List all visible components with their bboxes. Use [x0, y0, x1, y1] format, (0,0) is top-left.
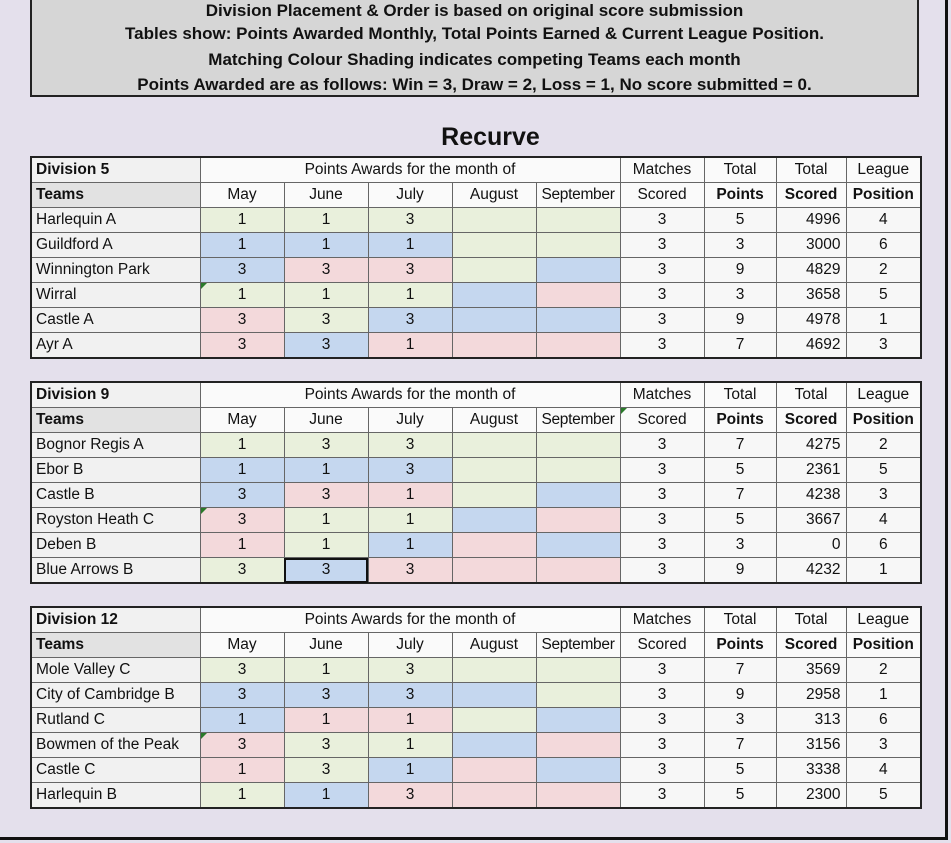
month-points-cell [536, 758, 620, 783]
matches-scored-cell: 3 [620, 708, 704, 733]
month-points-cell [536, 708, 620, 733]
month-points-cell [452, 558, 536, 584]
month-points-cell: 1 [284, 208, 368, 233]
month-header: August [452, 408, 536, 433]
matches-scored-cell: 3 [620, 733, 704, 758]
scored-header: Scored [620, 408, 704, 433]
month-points-cell [536, 533, 620, 558]
month-points-cell: 3 [200, 658, 284, 683]
team-name: Bowmen of the Peak [31, 733, 200, 758]
total-points-cell: 3 [704, 283, 776, 308]
league-header: League [846, 607, 921, 633]
month-points-cell: 1 [368, 233, 452, 258]
league-position-cell: 5 [846, 283, 921, 308]
division-table [30, 381, 922, 584]
matches-scored-cell: 3 [620, 433, 704, 458]
month-points-cell: 1 [200, 708, 284, 733]
team-name: Mole Valley C [31, 658, 200, 683]
month-header: June [284, 633, 368, 658]
matches-scored-cell: 3 [620, 208, 704, 233]
league-position-cell: 3 [846, 333, 921, 359]
total-header: Total [704, 157, 776, 183]
month-points-cell: 1 [368, 733, 452, 758]
table-row [31, 708, 921, 733]
table-row [31, 233, 921, 258]
points-header: Points [704, 633, 776, 658]
total-scored-cell: 4232 [776, 558, 846, 584]
month-points-cell: 1 [200, 233, 284, 258]
month-points-cell: 3 [368, 258, 452, 283]
month-points-cell [452, 683, 536, 708]
total-header: Total [704, 607, 776, 633]
month-points-cell: 3 [284, 483, 368, 508]
league-position-cell: 5 [846, 458, 921, 483]
header-row [31, 633, 921, 658]
league-header: League [846, 157, 921, 183]
league-position-cell: 4 [846, 208, 921, 233]
matches-scored-cell: 3 [620, 258, 704, 283]
team-name: Rutland C [31, 708, 200, 733]
month-header: May [200, 183, 284, 208]
league-position-cell: 2 [846, 433, 921, 458]
month-points-cell: 3 [284, 733, 368, 758]
table-row [31, 683, 921, 708]
table-row [31, 333, 921, 359]
month-points-cell: 1 [200, 533, 284, 558]
league-position-cell: 1 [846, 308, 921, 333]
month-points-cell: 1 [284, 783, 368, 809]
team-name: Castle B [31, 483, 200, 508]
total-scored-cell: 3569 [776, 658, 846, 683]
total-points-cell: 5 [704, 208, 776, 233]
league-position-cell: 3 [846, 733, 921, 758]
month-points-cell [536, 683, 620, 708]
matches-scored-cell: 3 [620, 283, 704, 308]
month-points-cell: 3 [368, 683, 452, 708]
info-line: Tables show: Points Awarded Monthly, Total Points Earned & Current League Position. [125, 24, 824, 43]
table-row [31, 308, 921, 333]
total-points-cell: 7 [704, 658, 776, 683]
team-name: Royston Heath C [31, 508, 200, 533]
month-points-cell [536, 258, 620, 283]
total-scored-cell: 4978 [776, 308, 846, 333]
total-points-cell: 7 [704, 333, 776, 359]
team-name: City of Cambridge B [31, 683, 200, 708]
league-position-cell: 2 [846, 258, 921, 283]
matches-scored-cell: 3 [620, 333, 704, 359]
division-table [30, 156, 922, 359]
total-points-cell: 9 [704, 258, 776, 283]
month-points-cell: 1 [368, 283, 452, 308]
month-points-cell [452, 783, 536, 809]
month-points-cell [452, 308, 536, 333]
month-points-cell [536, 433, 620, 458]
scored-header: Scored [776, 408, 846, 433]
month-header: September [536, 633, 620, 658]
month-points-cell: 3 [200, 258, 284, 283]
total-scored-cell: 3667 [776, 508, 846, 533]
total-scored-cell: 2958 [776, 683, 846, 708]
total-scored-cell: 3338 [776, 758, 846, 783]
position-header: Position [846, 633, 921, 658]
month-points-cell [536, 208, 620, 233]
month-points-cell: 3 [368, 458, 452, 483]
month-points-cell [452, 483, 536, 508]
month-points-cell: 1 [368, 508, 452, 533]
month-points-cell: 3 [200, 333, 284, 359]
matches-scored-cell: 3 [620, 758, 704, 783]
table-row [31, 208, 921, 233]
month-points-cell [536, 483, 620, 508]
total-points-cell: 5 [704, 508, 776, 533]
league-position-cell: 6 [846, 708, 921, 733]
month-header: September [536, 408, 620, 433]
total-scored-cell: 4692 [776, 333, 846, 359]
team-name: Castle C [31, 758, 200, 783]
header-row [31, 157, 921, 183]
table-row [31, 483, 921, 508]
month-points-cell: 3 [284, 683, 368, 708]
table-row [31, 783, 921, 809]
team-name: Deben B [31, 533, 200, 558]
month-points-cell: 3 [284, 558, 368, 584]
month-points-cell: 1 [200, 283, 284, 308]
points-awards-header: Points Awards for the month of [200, 382, 620, 408]
total-scored-cell: 4275 [776, 433, 846, 458]
table-row [31, 258, 921, 283]
league-position-cell: 4 [846, 758, 921, 783]
month-points-cell: 1 [200, 208, 284, 233]
month-points-cell: 3 [200, 508, 284, 533]
matches-scored-cell: 3 [620, 458, 704, 483]
month-points-cell: 1 [368, 533, 452, 558]
month-points-cell: 3 [284, 258, 368, 283]
table-row [31, 558, 921, 584]
league-position-cell: 2 [846, 658, 921, 683]
month-points-cell [452, 458, 536, 483]
team-name: Harlequin B [31, 783, 200, 809]
month-points-cell: 3 [284, 433, 368, 458]
matches-scored-cell: 3 [620, 308, 704, 333]
division-table [30, 606, 922, 809]
league-position-cell: 6 [846, 233, 921, 258]
month-points-cell: 3 [368, 558, 452, 584]
total-points-cell: 7 [704, 733, 776, 758]
month-points-cell: 1 [284, 283, 368, 308]
month-points-cell [452, 533, 536, 558]
matches-scored-cell: 3 [620, 683, 704, 708]
scored-header: Scored [776, 633, 846, 658]
team-name: Harlequin A [31, 208, 200, 233]
total-header: Total [776, 382, 846, 408]
month-points-cell: 3 [368, 208, 452, 233]
position-header: Position [846, 183, 921, 208]
table-row [31, 458, 921, 483]
month-header: August [452, 633, 536, 658]
month-points-cell [536, 558, 620, 584]
total-header: Total [704, 382, 776, 408]
month-points-cell [452, 708, 536, 733]
month-points-cell [452, 233, 536, 258]
matches-header: Matches [620, 607, 704, 633]
month-header: June [284, 408, 368, 433]
month-points-cell [536, 733, 620, 758]
matches-scored-cell: 3 [620, 533, 704, 558]
points-header: Points [704, 408, 776, 433]
month-points-cell: 1 [368, 758, 452, 783]
month-header: June [284, 183, 368, 208]
header-row [31, 382, 921, 408]
total-points-cell: 9 [704, 683, 776, 708]
month-points-cell [452, 733, 536, 758]
total-scored-cell: 3658 [776, 283, 846, 308]
total-scored-cell: 4996 [776, 208, 846, 233]
scored-header: Scored [776, 183, 846, 208]
table-row [31, 433, 921, 458]
month-points-cell [536, 233, 620, 258]
month-points-cell: 3 [368, 308, 452, 333]
header-row [31, 408, 921, 433]
total-scored-cell: 2361 [776, 458, 846, 483]
total-scored-cell: 4238 [776, 483, 846, 508]
month-points-cell: 1 [368, 483, 452, 508]
month-points-cell [452, 333, 536, 359]
team-name: Ebor B [31, 458, 200, 483]
total-points-cell: 5 [704, 458, 776, 483]
section-title: Recurve [441, 123, 540, 151]
total-points-cell: 3 [704, 708, 776, 733]
month-points-cell [536, 783, 620, 809]
teams-header: Teams [31, 183, 200, 208]
team-name: Castle A [31, 308, 200, 333]
month-points-cell [452, 258, 536, 283]
total-scored-cell: 2300 [776, 783, 846, 809]
header-row [31, 607, 921, 633]
month-header: July [368, 408, 452, 433]
total-points-cell: 5 [704, 783, 776, 809]
info-header [30, 0, 919, 97]
matches-scored-cell: 3 [620, 508, 704, 533]
total-scored-cell: 313 [776, 708, 846, 733]
teams-header: Teams [31, 408, 200, 433]
month-points-cell: 3 [284, 333, 368, 359]
total-points-cell: 9 [704, 558, 776, 584]
matches-scored-cell: 3 [620, 483, 704, 508]
matches-scored-cell: 3 [620, 783, 704, 809]
month-points-cell: 1 [200, 758, 284, 783]
teams-header: Teams [31, 633, 200, 658]
league-position-cell: 4 [846, 508, 921, 533]
month-points-cell: 3 [200, 558, 284, 584]
month-points-cell [536, 333, 620, 359]
month-points-cell [536, 658, 620, 683]
total-points-cell: 7 [704, 483, 776, 508]
matches-scored-cell: 3 [620, 658, 704, 683]
month-points-cell: 3 [200, 733, 284, 758]
table-row [31, 508, 921, 533]
info-line: Points Awarded are as follows: Win = 3, Draw = 2, Loss = 1, No score submitted = 0. [137, 75, 812, 94]
matches-header: Matches [620, 382, 704, 408]
month-points-cell: 1 [284, 708, 368, 733]
team-name: Wirral [31, 283, 200, 308]
month-points-cell: 1 [200, 433, 284, 458]
total-header: Total [776, 607, 846, 633]
total-points-cell: 7 [704, 433, 776, 458]
month-points-cell: 1 [200, 783, 284, 809]
team-name: Blue Arrows B [31, 558, 200, 584]
league-header: League [846, 382, 921, 408]
month-points-cell [536, 508, 620, 533]
league-position-cell: 5 [846, 783, 921, 809]
info-line: Matching Colour Shading indicates competing Teams each month [208, 49, 741, 69]
month-points-cell [536, 283, 620, 308]
month-header: September [536, 183, 620, 208]
total-points-cell: 5 [704, 758, 776, 783]
month-points-cell: 1 [284, 658, 368, 683]
month-points-cell: 1 [284, 458, 368, 483]
month-points-cell: 1 [368, 333, 452, 359]
month-points-cell [452, 433, 536, 458]
month-header: July [368, 183, 452, 208]
table-row [31, 658, 921, 683]
month-points-cell [536, 458, 620, 483]
month-points-cell: 3 [200, 483, 284, 508]
points-awards-header: Points Awards for the month of [200, 607, 620, 633]
month-points-cell: 3 [200, 308, 284, 333]
total-points-cell: 9 [704, 308, 776, 333]
month-points-cell: 3 [284, 758, 368, 783]
month-points-cell [536, 308, 620, 333]
table-row [31, 283, 921, 308]
league-position-cell: 1 [846, 558, 921, 584]
month-points-cell: 1 [200, 458, 284, 483]
league-position-cell: 3 [846, 483, 921, 508]
division-name: Division 5 [31, 157, 200, 183]
scored-header: Scored [620, 183, 704, 208]
league-position-cell: 1 [846, 683, 921, 708]
division-name: Division 12 [31, 607, 200, 633]
month-header: August [452, 183, 536, 208]
month-points-cell: 3 [368, 433, 452, 458]
month-points-cell [452, 758, 536, 783]
month-points-cell [452, 208, 536, 233]
month-points-cell: 3 [368, 783, 452, 809]
division-name: Division 9 [31, 382, 200, 408]
total-scored-cell: 3000 [776, 233, 846, 258]
team-name: Guildford A [31, 233, 200, 258]
month-points-cell: 1 [368, 708, 452, 733]
total-points-cell: 3 [704, 533, 776, 558]
info-line: Division Placement & Order is based on original score submission [205, 1, 744, 20]
team-name: Ayr A [31, 333, 200, 359]
table-row [31, 533, 921, 558]
header-row [31, 183, 921, 208]
total-header: Total [776, 157, 846, 183]
table-row [31, 733, 921, 758]
points-awards-header: Points Awards for the month of [200, 157, 620, 183]
month-points-cell: 1 [284, 233, 368, 258]
table-row [31, 758, 921, 783]
month-points-cell: 3 [368, 658, 452, 683]
team-name: Winnington Park [31, 258, 200, 283]
league-position-cell: 6 [846, 533, 921, 558]
points-header: Points [704, 183, 776, 208]
total-scored-cell: 3156 [776, 733, 846, 758]
month-points-cell [452, 508, 536, 533]
total-points-cell: 3 [704, 233, 776, 258]
month-header: May [200, 408, 284, 433]
month-points-cell: 1 [284, 508, 368, 533]
scored-header: Scored [620, 633, 704, 658]
month-header: July [368, 633, 452, 658]
month-points-cell [452, 283, 536, 308]
matches-scored-cell: 3 [620, 233, 704, 258]
total-scored-cell: 4829 [776, 258, 846, 283]
month-points-cell: 3 [200, 683, 284, 708]
month-points-cell: 3 [284, 308, 368, 333]
matches-scored-cell: 3 [620, 558, 704, 584]
month-points-cell: 1 [284, 533, 368, 558]
team-name: Bognor Regis A [31, 433, 200, 458]
month-points-cell [452, 658, 536, 683]
total-scored-cell: 0 [776, 533, 846, 558]
position-header: Position [846, 408, 921, 433]
month-header: May [200, 633, 284, 658]
matches-header: Matches [620, 157, 704, 183]
